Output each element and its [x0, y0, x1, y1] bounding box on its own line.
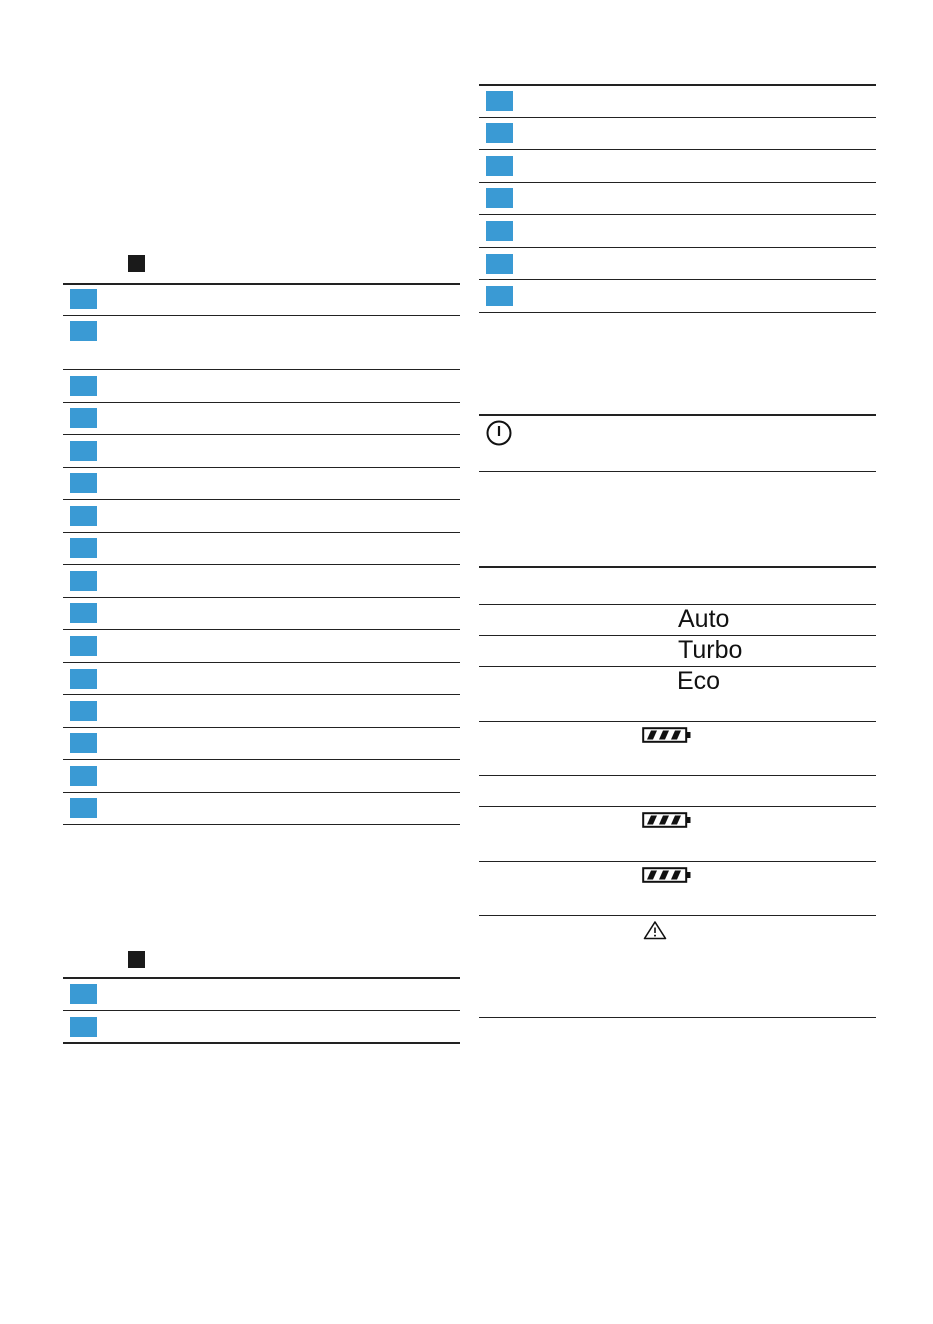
table-rule: [479, 279, 876, 280]
blue-badge: [70, 473, 97, 493]
blue-badge: [70, 701, 97, 721]
blue-badge: [70, 321, 97, 341]
table-rule: [479, 775, 876, 776]
blue-badge: [486, 221, 513, 241]
battery-icon: [642, 727, 692, 743]
blue-badge: [70, 538, 97, 558]
table-rule: [479, 806, 876, 807]
blue-badge: [70, 571, 97, 591]
table-rule: [63, 597, 460, 598]
blue-badge: [70, 984, 97, 1004]
black-square-marker: [128, 255, 145, 272]
warning-icon: [643, 920, 667, 940]
table-rule: [63, 564, 460, 565]
table-rule: [479, 182, 876, 183]
blue-badge: [486, 91, 513, 111]
table-rule: [479, 312, 876, 313]
table-rule: [63, 315, 460, 316]
table-rule: [479, 1017, 876, 1018]
table-rule: [63, 694, 460, 695]
battery-icon: [642, 867, 692, 883]
table-rule: [479, 414, 876, 416]
blue-badge: [70, 441, 97, 461]
blue-badge: [70, 603, 97, 623]
table-rule: [63, 467, 460, 468]
table-rule: [479, 915, 876, 916]
table-rule: [63, 1010, 460, 1011]
blue-badge: [70, 506, 97, 526]
table-rule: [479, 471, 876, 472]
table-rule: [479, 721, 876, 722]
blue-badge: [70, 408, 97, 428]
blue-badge: [70, 733, 97, 753]
blue-badge: [70, 376, 97, 396]
table-rule: [63, 532, 460, 533]
table-rule: [63, 1042, 460, 1044]
table-rule: [63, 402, 460, 403]
table-rule: [63, 792, 460, 793]
table-rule: [63, 824, 460, 825]
blue-badge: [70, 1017, 97, 1037]
black-square-marker: [128, 951, 145, 968]
table-rule: [479, 84, 876, 86]
table-rule: [63, 283, 460, 285]
table-rule: [479, 566, 876, 568]
table-rule: [63, 434, 460, 435]
blue-badge: [486, 188, 513, 208]
mode-eco-label: Eco: [677, 667, 721, 695]
blue-badge: [486, 156, 513, 176]
table-rule: [479, 117, 876, 118]
table-rule: [63, 369, 460, 370]
table-rule: [63, 727, 460, 728]
mode-auto-label: Auto: [678, 605, 730, 633]
table-rule: [63, 759, 460, 760]
blue-badge: [70, 669, 97, 689]
table-rule: [479, 149, 876, 150]
blue-badge: [486, 254, 513, 274]
table-rule: [479, 861, 876, 862]
table-rule: [479, 214, 876, 215]
blue-badge: [486, 123, 513, 143]
blue-badge: [486, 286, 513, 306]
table-rule: [63, 977, 460, 979]
blue-badge: [70, 766, 97, 786]
table-rule: [479, 247, 876, 248]
table-rule: [63, 499, 460, 500]
blue-badge: [70, 289, 97, 309]
blue-badge: [70, 798, 97, 818]
power-icon: [485, 419, 513, 447]
table-rule: [63, 662, 460, 663]
table-rule: [63, 629, 460, 630]
mode-turbo-label: Turbo: [678, 636, 743, 664]
blue-badge: [70, 636, 97, 656]
battery-icon: [642, 812, 692, 828]
